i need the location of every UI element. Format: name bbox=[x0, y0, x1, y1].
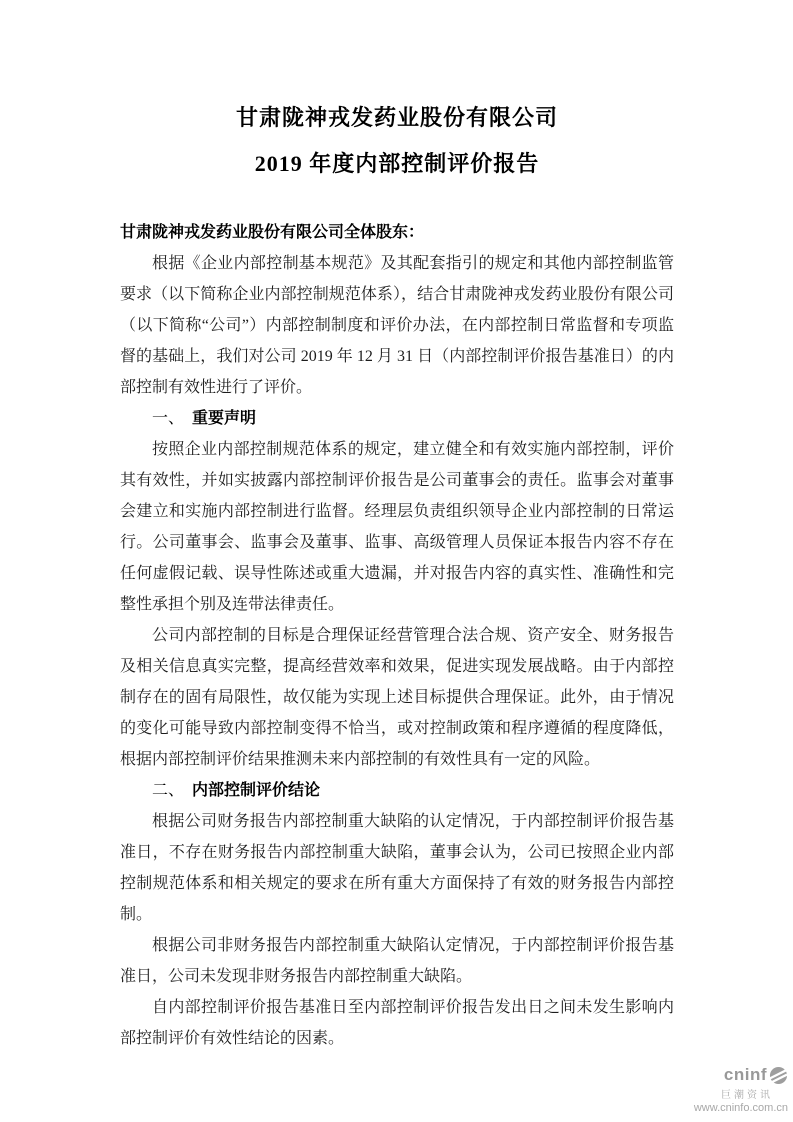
paragraph-statement-1: 按照企业内部控制规范体系的规定，建立健全和有效实施内部控制，评价其有效性，并如实披露内部控制评价报告是公司董事会的责任。监事会对董事会建立和实施内部控制进行监督。经理层负责组织领导企业内部控制的日常运行。公司董事会、监事会及董事、监事、高级管理人员保证本报告内容不存在任何虚假记载、误导性陈述或重大遗漏，并对报告内容的真实性、准确性和完整性承担个别及连带法律责任。 bbox=[120, 441, 674, 613]
cninfo-watermark bbox=[694, 1065, 788, 1114]
section-heading-1 bbox=[120, 403, 674, 434]
salutation: 甘肃陇神戎发药业股份有限公司全体股东： bbox=[120, 224, 425, 241]
section-heading-1-title: 重要声明 bbox=[192, 410, 257, 427]
paragraph-intro: 根据《企业内部控制基本规范》及其配套指引的规定和其他内部控制监管要求（以下简称企业内部控制规范体系），结合甘肃陇神戎发药业股份有限公司（以下简称“公司”）内部控制制度和评价办法，在内部控制日常监督和专项监督的基础上，我们对公司 2019 年 12 月 31 日（内部控制评价报告基准日）的内部控制有效性进行了评价。 bbox=[120, 255, 674, 396]
paragraph-conclusion-1: 根据公司财务报告内部控制重大缺陷的认定情况，于内部控制评价报告基准日，不存在财务报告内部控制重大缺陷，董事会认为，公司已按照企业内部控制规范体系和相关规定的要求在所有重大方面保持了有效的财务报告内部控制。 bbox=[120, 813, 674, 923]
section-heading-2 bbox=[120, 775, 674, 806]
doc-title-line2: 2019 年度内部控制评价报告 bbox=[254, 151, 540, 176]
section-heading-1-number: 一、 bbox=[152, 410, 185, 427]
cninfo-brand-chinese: 巨潮资讯 bbox=[721, 1090, 773, 1101]
paragraph-conclusion-2: 根据公司非财务报告内部控制重大缺陷认定情况，于内部控制评价报告基准日，公司未发现非财务报告内部控制重大缺陷。 bbox=[120, 937, 674, 985]
cninfo-swirl-icon bbox=[769, 1066, 788, 1085]
cninfo-logo bbox=[694, 1065, 788, 1085]
section-heading-2-title: 内部控制评价结论 bbox=[192, 782, 321, 799]
paragraph-statement-2: 公司内部控制的目标是合理保证经营管理合法合规、资产安全、财务报告及相关信息真实完整，提高经营效率和效果，促进实现发展战略。由于内部控制存在的固有局限性，故仅能为实现上述目标提供合理保证。此外，由于情况的变化可能导致内部控制变得不恰当，或对控制政策和程序遵循的程度降低，根据内部控制评价结果推测未来内部控制的有效性具有一定的风险。 bbox=[120, 627, 674, 768]
doc-title-line1: 甘肃陇神戎发药业股份有限公司 bbox=[235, 105, 558, 130]
paragraph-conclusion-3: 自内部控制评价报告基准日至内部控制评价报告发出日之间未发生影响内部控制评价有效性结论的因素。 bbox=[120, 999, 674, 1047]
cninfo-url: www.cninfo.com.cn bbox=[693, 1102, 788, 1114]
section-heading-2-number: 二、 bbox=[152, 782, 185, 799]
document-content bbox=[120, 95, 674, 1054]
cninfo-logo-text: cninf bbox=[723, 1065, 767, 1084]
